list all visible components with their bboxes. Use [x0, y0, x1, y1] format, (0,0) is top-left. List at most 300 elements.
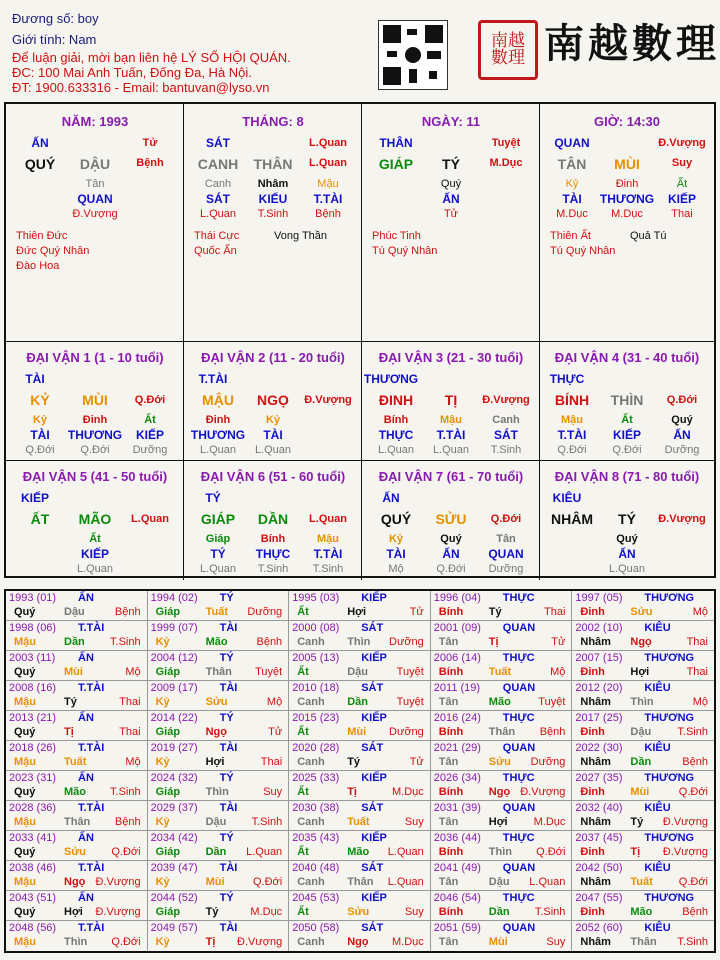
- dai-van-title: ĐẠI VẬN 5 (41 - 50 tuổi): [22, 469, 168, 484]
- hidden-stem: Đinh: [615, 178, 639, 190]
- year-cell: [148, 651, 290, 681]
- pillar-branch-stage: Suy: [671, 157, 693, 169]
- dai-van-god: ẤN: [382, 491, 400, 505]
- year-branch: Tuất: [630, 876, 653, 888]
- year-cell: [6, 921, 148, 951]
- year-god: KIẾP: [361, 832, 387, 844]
- year-god: QUAN: [502, 742, 536, 754]
- year-god: TÝ: [219, 652, 234, 664]
- year-god: THỰC: [502, 592, 535, 604]
- year-stem: Canh: [297, 876, 325, 888]
- dai-van-title: ĐẠI VẬN 7 (61 - 70 tuổi): [378, 469, 524, 484]
- hidden-god: ẤN: [442, 192, 460, 206]
- year-cell: [6, 771, 148, 801]
- hidden-stem: Mậu: [561, 414, 583, 426]
- year-label: 2046 (54): [433, 892, 481, 904]
- hidden-god: T.TÀI: [557, 428, 587, 442]
- year-god: THỰC: [502, 772, 535, 784]
- dai-van-branch: DẦN: [257, 511, 289, 527]
- year-god: TÀI: [219, 862, 238, 874]
- year-label: 2031 (39): [433, 802, 481, 814]
- year-label: 1996 (04): [433, 592, 481, 604]
- year-branch: Mão: [347, 846, 370, 858]
- year-label: 2018 (26): [9, 742, 57, 754]
- year-branch: Thân: [630, 936, 657, 948]
- year-label: 2030 (38): [292, 802, 340, 814]
- year-branch: Mão: [488, 696, 511, 708]
- year-stage: L.Quan: [529, 876, 566, 888]
- dai-van-stem: ĐINH: [378, 392, 414, 408]
- year-branch: Sửu: [630, 606, 653, 618]
- hidden-stage: L.Quan: [76, 563, 114, 575]
- hidden-stage: Q.Đới: [557, 444, 587, 456]
- hidden-stem: Giáp: [205, 533, 231, 545]
- hidden-god: THƯƠNG: [67, 428, 123, 442]
- year-god: TÝ: [219, 892, 234, 904]
- year-cell: [6, 831, 148, 861]
- year-stage: Mộ: [692, 696, 708, 708]
- hidden-god: THƯƠNG: [190, 428, 246, 442]
- year-cell: [148, 861, 290, 891]
- year-stem: Kỷ: [155, 876, 170, 888]
- year-stage: Tử: [551, 636, 566, 648]
- pillar-branch-stage: M.Dục: [489, 157, 523, 169]
- pillar-stem-god: ẤN: [31, 136, 49, 150]
- pillar-stem-god: SÁT: [206, 136, 230, 150]
- year-label: 2010 (18): [292, 682, 340, 694]
- year-god: QUAN: [502, 682, 536, 694]
- hidden-stem: Ất: [144, 414, 156, 426]
- hidden-god: TÀI: [30, 428, 50, 442]
- year-stem: Kỷ: [155, 936, 170, 948]
- year-stem: Nhâm: [580, 936, 611, 948]
- year-stem: Bính: [438, 726, 464, 738]
- year-label: 2014 (22): [150, 712, 198, 724]
- year-stage: Tuyệt: [255, 666, 283, 678]
- year-label: 2021 (29): [433, 742, 481, 754]
- year-stem: Mậu: [14, 756, 36, 768]
- year-stage: Q.Đới: [252, 876, 283, 888]
- year-cell: [572, 861, 714, 891]
- year-god: ẤN: [78, 652, 94, 664]
- dai-van-stage: Q.Đới: [666, 394, 698, 406]
- dai-van-stage: Đ.Vượng: [304, 394, 352, 406]
- pillar-stem-god: THÂN: [379, 136, 413, 150]
- year-god: KIÊU: [644, 622, 671, 634]
- year-god: QUAN: [502, 622, 536, 634]
- year-god: T.TÀI: [78, 862, 105, 874]
- year-cell: [572, 921, 714, 951]
- year-stage: Đ.Vượng: [95, 906, 141, 918]
- year-cell: [148, 771, 290, 801]
- star-name: Thái Cực: [194, 230, 240, 242]
- dai-van-god: KIÊU: [552, 491, 582, 505]
- star-name: Phúc Tinh: [372, 230, 421, 242]
- pillar-earthly-branch: THÂN: [253, 156, 293, 172]
- year-branch: Thìn: [488, 846, 513, 858]
- year-label: 2011 (19): [433, 682, 481, 694]
- year-label: 2047 (55): [575, 892, 623, 904]
- hidden-stem: Tân: [85, 178, 105, 190]
- year-stage: Q.Đới: [536, 846, 566, 858]
- year-god: KIÊU: [644, 802, 671, 814]
- year-cell: [6, 861, 148, 891]
- year-god: TÀI: [219, 802, 238, 814]
- year-label: 2041 (49): [433, 862, 481, 874]
- dai-van-branch: TỊ: [444, 392, 458, 408]
- year-label: 2004 (12): [150, 652, 198, 664]
- year-stem: Nhâm: [580, 876, 611, 888]
- dai-van-cell: [184, 461, 362, 580]
- year-cell: [289, 831, 431, 861]
- year-stage: Q.Đới: [111, 936, 141, 948]
- year-god: QUAN: [502, 922, 536, 934]
- hidden-god: QUAN: [488, 547, 524, 561]
- year-god: THƯƠNG: [644, 832, 695, 844]
- year-cell: [289, 651, 431, 681]
- dai-van-branch: SỬU: [435, 511, 467, 527]
- header: [0, 0, 720, 100]
- dai-van-god: THƯƠNG: [363, 372, 419, 386]
- star-name: Vong Thần: [274, 230, 328, 242]
- hidden-god: TÝ: [210, 547, 226, 561]
- year-cell: [148, 591, 290, 621]
- year-cell: [572, 741, 714, 771]
- dai-van-stem: NHÂM: [551, 511, 593, 527]
- year-god: KIÊU: [644, 682, 671, 694]
- year-stem: Mậu: [14, 936, 36, 948]
- year-stem: Bính: [438, 786, 464, 798]
- year-stem: Quý: [14, 606, 36, 618]
- year-cell: [572, 771, 714, 801]
- year-label: 2000 (08): [292, 622, 340, 634]
- year-stem: Giáp: [155, 606, 181, 618]
- pillar-stage: L.Quan: [309, 137, 347, 149]
- year-god: THƯƠNG: [644, 772, 695, 784]
- hidden-stem: Quý: [440, 533, 462, 545]
- hidden-stem: Kỷ: [388, 533, 404, 545]
- year-god: THỰC: [502, 712, 535, 724]
- year-cell: [572, 621, 714, 651]
- year-stage: Mộ: [125, 666, 141, 678]
- year-branch: Tý: [64, 696, 77, 708]
- year-stage: Đ.Vượng: [662, 816, 708, 828]
- hidden-god: KIẾP: [667, 192, 697, 206]
- hidden-god: QUAN: [77, 192, 113, 206]
- year-stem: Ất: [297, 906, 309, 918]
- year-branch: Ngọ: [205, 726, 227, 738]
- year-cell: [431, 741, 573, 771]
- year-god: KIẾP: [361, 592, 387, 604]
- year-stage: Q.Đới: [678, 786, 708, 798]
- pillar-heavenly-stem: CANH: [197, 156, 239, 172]
- chart-grid: [4, 102, 716, 578]
- year-god: KIÊU: [644, 742, 671, 754]
- year-stage: Mộ: [266, 696, 283, 708]
- year-stage: Q.Đới: [678, 876, 708, 888]
- hidden-stem: Mậu: [440, 414, 462, 426]
- year-label: 2012 (20): [575, 682, 623, 694]
- year-cell: [572, 651, 714, 681]
- year-stem: Tân: [438, 696, 459, 708]
- year-label: 2042 (50): [575, 862, 623, 874]
- year-stem: Kỷ: [155, 636, 170, 648]
- year-label: 1999 (07): [150, 622, 198, 634]
- year-cell: [431, 861, 573, 891]
- year-stage: Tuyệt: [396, 696, 424, 708]
- year-cell: [431, 801, 573, 831]
- year-branch: Tý: [488, 606, 502, 618]
- contact-note: Để luận giải, mời bạn liên hệ LÝ SỐ HỘI QUÁN.: [12, 50, 291, 65]
- year-cell: [148, 801, 290, 831]
- year-label: 2032 (40): [575, 802, 623, 814]
- year-stem: Canh: [297, 936, 325, 948]
- pillar-title: GIỜ: 14:30: [593, 114, 661, 129]
- year-branch: Sửu: [64, 846, 87, 858]
- year-god: ẤN: [78, 772, 94, 784]
- dai-van-branch: THÌN: [610, 392, 644, 408]
- year-stem: Bính: [438, 906, 464, 918]
- hidden-god: KIẾP: [135, 428, 165, 442]
- year-branch: Sửu: [488, 756, 511, 768]
- dai-van-stem: MẬU: [202, 392, 234, 408]
- year-stem: Ất: [297, 606, 309, 618]
- hidden-god: ẤN: [442, 547, 460, 561]
- year-god: QUAN: [502, 802, 536, 814]
- year-label: 2016 (24): [433, 712, 481, 724]
- year-god: KIẾP: [361, 772, 387, 784]
- year-branch: Hợi: [64, 906, 83, 918]
- year-label: 2039 (47): [150, 862, 198, 874]
- year-stem: Nhâm: [580, 816, 611, 828]
- year-label: 2036 (44): [433, 832, 481, 844]
- year-god: ẤN: [78, 892, 94, 904]
- year-stage: Thai: [119, 696, 141, 708]
- year-god: T.TÀI: [78, 802, 105, 814]
- year-stage: Thai: [686, 636, 708, 648]
- hidden-stem: Kỷ: [265, 414, 281, 426]
- dai-van-cell: [540, 461, 714, 580]
- calligraphy-logo: 南越數理: [544, 20, 720, 67]
- year-label: 1995 (03): [292, 592, 340, 604]
- hidden-stage: T.Sinh: [257, 208, 289, 220]
- year-stem: Bính: [438, 606, 464, 618]
- red-seal-logo: 南越數理: [478, 20, 538, 80]
- year-cell: [572, 591, 714, 621]
- hidden-stage: Q.Đới: [80, 444, 110, 456]
- year-stage: Suy: [404, 816, 424, 828]
- year-god: T.TÀI: [78, 742, 105, 754]
- year-branch: Tý: [347, 756, 361, 768]
- address: ĐC: 100 Mai Anh Tuấn, Đống Đa, Hà Nội.: [12, 65, 252, 80]
- year-god: THƯƠNG: [644, 892, 695, 904]
- year-stage: Bệnh: [114, 816, 141, 828]
- year-stage: Tử: [409, 756, 424, 768]
- pillar-earthly-branch: DẬU: [79, 156, 111, 172]
- year-branch: Dần: [630, 756, 652, 768]
- hidden-god: T.TÀI: [436, 428, 466, 442]
- year-god: TÀI: [219, 922, 238, 934]
- year-branch: Thìn: [347, 636, 371, 648]
- year-stem: Canh: [297, 816, 325, 828]
- year-stage: Dưỡng: [389, 636, 424, 648]
- hidden-stem: Kỷ: [32, 414, 48, 426]
- year-branch: Tị: [347, 786, 357, 798]
- hidden-god: TÀI: [263, 428, 283, 442]
- year-stem: Ất: [297, 846, 309, 858]
- year-branch: Tị: [205, 936, 216, 948]
- year-god: SÁT: [361, 802, 384, 814]
- dai-van-god: TÝ: [205, 491, 221, 505]
- year-god: THỰC: [502, 832, 535, 844]
- year-cell: [289, 621, 431, 651]
- hidden-stage: Dưỡng: [132, 444, 168, 456]
- year-branch: Thân: [347, 876, 374, 888]
- year-god: TÀI: [219, 742, 238, 754]
- hidden-stem: Tân: [496, 533, 516, 545]
- dai-van-title: ĐẠI VẬN 8 (71 - 80 tuổi): [554, 469, 700, 484]
- year-branch: Mão: [630, 906, 653, 918]
- hidden-stem: Mậu: [317, 178, 339, 190]
- year-cell: [6, 801, 148, 831]
- pillar-heavenly-stem: GIÁP: [378, 156, 414, 172]
- hidden-god: KIẾU: [258, 192, 288, 206]
- year-stem: Quý: [14, 786, 36, 798]
- gender: Giới tính: Nam: [12, 32, 97, 47]
- year-stage: Mộ: [125, 756, 141, 768]
- hidden-stem: Canh: [204, 178, 232, 190]
- dai-van-stage: Q.Đới: [134, 394, 166, 406]
- year-stem: Đinh: [580, 846, 605, 858]
- year-stem: Ất: [297, 786, 309, 798]
- pillar-cell: [6, 104, 184, 342]
- star-name: Thiên Ất: [550, 230, 591, 242]
- year-stem: Mậu: [14, 636, 36, 648]
- year-stem: Đinh: [580, 666, 605, 678]
- year-label: 2023 (31): [9, 772, 57, 784]
- year-branch: Tị: [64, 726, 74, 738]
- year-stage: Bệnh: [256, 636, 283, 648]
- year-stage: Đ.Vượng: [520, 786, 566, 798]
- year-branch: Tuất: [64, 756, 87, 768]
- year-branch: Ngọ: [488, 786, 511, 798]
- year-cell: [431, 651, 573, 681]
- hidden-stage: L.Quan: [199, 563, 237, 575]
- hidden-stage: L.Quan: [608, 563, 646, 575]
- year-god: TÝ: [219, 712, 234, 724]
- pillar-stage: Đ.Vượng: [658, 137, 706, 149]
- year-branch: Mùi: [205, 876, 225, 888]
- year-branch: Dậu: [205, 816, 227, 828]
- hidden-god: KIẾP: [80, 547, 110, 561]
- pillar-cell: [184, 104, 362, 342]
- hidden-god: T.TÀI: [313, 192, 343, 206]
- year-branch: Dậu: [488, 876, 510, 888]
- year-stage: Dưỡng: [389, 726, 424, 738]
- hidden-stage: T.Sinh: [257, 563, 289, 575]
- year-label: 2015 (23): [292, 712, 340, 724]
- year-cell: [572, 681, 714, 711]
- pillar-cell: [540, 104, 714, 342]
- year-stem: Giáp: [155, 846, 181, 858]
- pillar-earthly-branch: TÝ: [442, 156, 460, 172]
- hidden-stage: Mộ: [388, 563, 404, 575]
- year-stem: Giáp: [155, 726, 181, 738]
- hidden-god: SÁT: [206, 192, 230, 206]
- year-stem: Bính: [438, 666, 464, 678]
- year-god: KIẾP: [361, 712, 387, 724]
- year-stem: Tân: [438, 636, 459, 648]
- year-label: 2024 (32): [150, 772, 198, 784]
- star-name: Thiên Đức: [16, 230, 68, 242]
- dai-van-stage: L.Quan: [131, 513, 169, 525]
- year-branch: Dần: [64, 636, 85, 648]
- dai-van-stage: Đ.Vượng: [482, 394, 530, 406]
- star-name: Tú Quý Nhân: [372, 245, 438, 257]
- hidden-stem: Bính: [260, 533, 286, 545]
- year-stage: Đ.Vượng: [95, 876, 141, 888]
- star-name: Quốc Ấn: [194, 245, 237, 257]
- year-stem: Giáp: [155, 666, 181, 678]
- dai-van-stem: GIÁP: [200, 511, 236, 527]
- pillar-heavenly-stem: TÂN: [557, 156, 587, 172]
- year-cell: [6, 591, 148, 621]
- year-label: 2029 (37): [150, 802, 198, 814]
- year-stem: Nhâm: [580, 636, 611, 648]
- year-god: TÝ: [219, 592, 234, 604]
- hidden-stage: T.Sinh: [490, 444, 522, 456]
- dai-van-cell: [6, 342, 184, 461]
- hidden-god: THƯƠNG: [599, 192, 655, 206]
- year-stage: Tuyệt: [538, 696, 566, 708]
- year-label: 2038 (46): [9, 862, 57, 874]
- year-god: ẤN: [78, 832, 94, 844]
- hidden-stage: L.Quan: [254, 444, 292, 456]
- year-label: 1994 (02): [150, 592, 198, 604]
- year-branch: Mùi: [630, 786, 650, 798]
- year-label: 2005 (13): [292, 652, 340, 664]
- year-cell: [431, 771, 573, 801]
- year-cell: [148, 681, 290, 711]
- year-label: 2049 (57): [150, 922, 198, 934]
- hidden-stage: M.Dục: [611, 208, 643, 220]
- hidden-god: ẤN: [673, 428, 691, 442]
- phone-email[interactable]: ĐT: 1900.633316 - Email: bantuvan@lyso.vn: [12, 80, 270, 95]
- year-god: TÀI: [219, 682, 238, 694]
- year-cell: [289, 681, 431, 711]
- year-stage: Đ.Vượng: [662, 846, 708, 858]
- year-label: 2052 (60): [575, 922, 623, 934]
- year-god: KIÊU: [644, 862, 671, 874]
- year-label: 2020 (28): [292, 742, 340, 754]
- year-stem: Canh: [297, 636, 325, 648]
- year-cell: [289, 861, 431, 891]
- year-stage: Mộ: [692, 606, 708, 618]
- year-stem: Tân: [438, 756, 459, 768]
- year-stage: Thai: [686, 666, 708, 678]
- year-branch: Hợi: [488, 816, 508, 828]
- pillar-earthly-branch: MÙI: [614, 156, 640, 172]
- year-cell: [6, 891, 148, 921]
- year-stage: M.Dục: [392, 936, 424, 948]
- hidden-stage: M.Dục: [556, 208, 588, 220]
- year-stage: Bệnh: [114, 606, 141, 618]
- dai-van-branch: MÙI: [82, 392, 108, 408]
- year-stem: Mậu: [14, 816, 36, 828]
- year-stage: Tử: [409, 606, 424, 618]
- year-branch: Hợi: [630, 666, 650, 678]
- year-branch: Sửu: [347, 906, 370, 918]
